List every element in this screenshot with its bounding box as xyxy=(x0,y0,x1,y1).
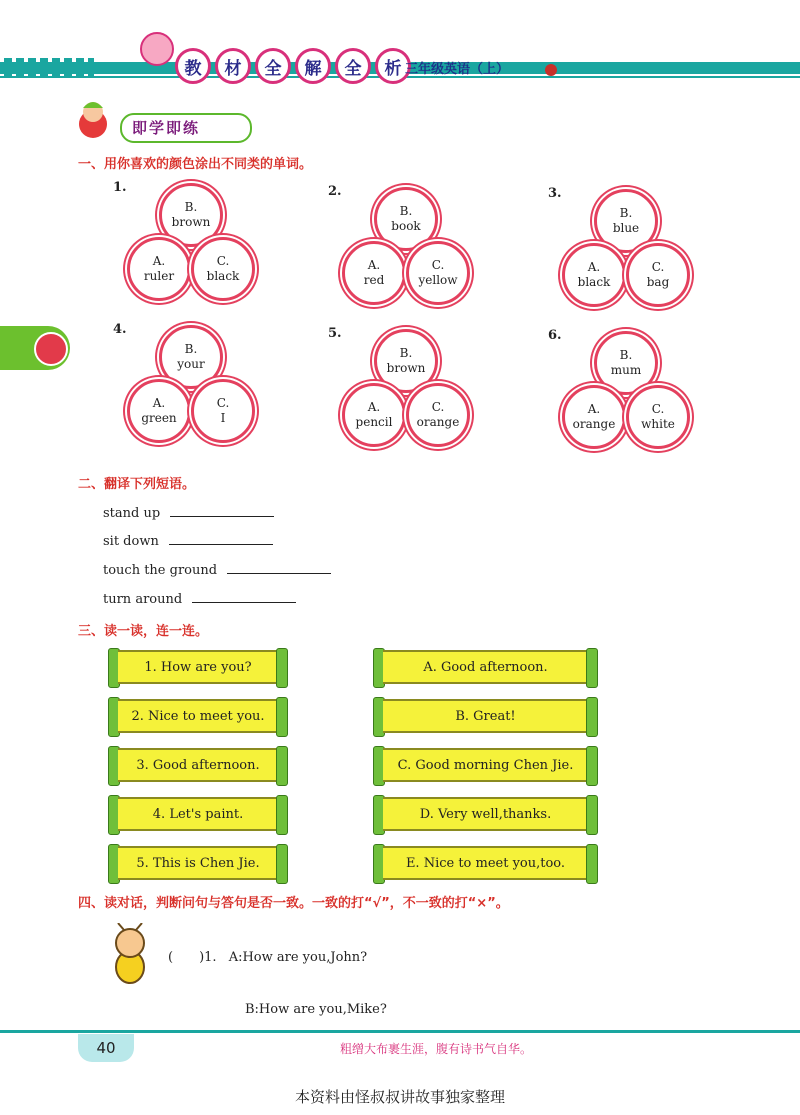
footer-motto: 粗缯大布裹生涯，腹有诗书气自华。 xyxy=(340,1042,533,1056)
phrase-row xyxy=(103,502,274,521)
scroll-text: D. Very well,thanks. xyxy=(383,797,588,831)
option-text: A. xyxy=(587,260,601,274)
header-dot-icon xyxy=(545,64,557,76)
option-text: C. xyxy=(651,260,665,274)
cartoon-face-icon xyxy=(34,332,68,366)
apple-girl-icon xyxy=(74,98,112,140)
option-text: C. xyxy=(216,254,230,268)
option-text: C. xyxy=(651,402,665,416)
book-subtitle: 三年级英语（上） xyxy=(405,62,510,77)
dialogue-1 xyxy=(168,946,367,965)
right-scroll-E[interactable] xyxy=(373,844,598,882)
item-number: 5. xyxy=(328,326,342,341)
option-text: B. xyxy=(619,206,633,220)
option-text: black xyxy=(206,269,240,283)
footer-line xyxy=(0,1030,800,1033)
section-title-text: 即学即练 xyxy=(132,119,201,137)
answer-bracket[interactable]: ( )1. xyxy=(168,950,217,965)
option-text: B. xyxy=(399,346,413,360)
option-text: I xyxy=(220,411,226,425)
left-scroll-5[interactable] xyxy=(108,844,288,882)
item-number: 2. xyxy=(328,184,342,199)
option-text: yellow xyxy=(418,273,458,287)
phrase-row xyxy=(103,588,296,607)
mascot-icon xyxy=(140,32,174,66)
option-text: A. xyxy=(152,254,166,268)
question-1-heading: 一、用你喜欢的颜色涂出不同类的单词。 xyxy=(78,157,313,172)
option-text: brown xyxy=(171,215,211,229)
phrase-text: turn around xyxy=(103,592,183,607)
flower-option-c[interactable] xyxy=(406,241,470,305)
bee-mascot-icon xyxy=(102,923,158,987)
answer-blank[interactable] xyxy=(227,559,331,574)
option-text: blue xyxy=(612,221,640,235)
title-char: 解 xyxy=(295,48,331,84)
phrase-text: touch the ground xyxy=(103,563,218,578)
option-text: B. xyxy=(399,204,413,218)
scroll-text: 2. Nice to meet you. xyxy=(118,699,278,733)
left-scroll-4[interactable] xyxy=(108,795,288,833)
phrase-text: sit down xyxy=(103,534,159,549)
option-text: orange xyxy=(572,417,616,431)
flower-option-c[interactable] xyxy=(191,237,255,301)
option-text: orange xyxy=(416,415,460,429)
title-char: 全 xyxy=(255,48,291,84)
flower-option-c[interactable] xyxy=(191,379,255,443)
scroll-text: C. Good morning Chen Jie. xyxy=(383,748,588,782)
option-text: A. xyxy=(367,258,381,272)
scroll-text: 1. How are you? xyxy=(118,650,278,684)
phrase-row xyxy=(103,559,331,578)
scroll-text: 3. Good afternoon. xyxy=(118,748,278,782)
right-scroll-D[interactable] xyxy=(373,795,598,833)
flower-option-a[interactable] xyxy=(127,379,191,443)
option-text: bag xyxy=(646,275,670,289)
question-3-heading: 三、读一读，连一连。 xyxy=(78,624,209,639)
left-scroll-1[interactable] xyxy=(108,648,288,686)
right-scroll-C[interactable] xyxy=(373,746,598,784)
flower-option-a[interactable] xyxy=(127,237,191,301)
flower-option-c[interactable] xyxy=(406,383,470,447)
option-text: pencil xyxy=(355,415,393,429)
option-text: your xyxy=(177,357,205,371)
option-text: C. xyxy=(431,258,445,272)
title-char: 材 xyxy=(215,48,251,84)
phrase-text: stand up xyxy=(103,506,161,521)
option-text: B. xyxy=(619,348,633,362)
option-text: A. xyxy=(367,400,381,414)
left-scroll-2[interactable] xyxy=(108,697,288,735)
phrase-row xyxy=(103,530,273,549)
scroll-text: B. Great! xyxy=(383,699,588,733)
option-text: green xyxy=(141,411,177,425)
question-2-heading: 二、翻译下列短语。 xyxy=(78,477,196,492)
right-scroll-A[interactable] xyxy=(373,648,598,686)
section-title xyxy=(120,113,252,143)
dialogue-line-a: A:How are you,John? xyxy=(228,950,368,965)
dialogue-line-b: B:How are you,Mike? xyxy=(245,1002,387,1017)
side-tab xyxy=(0,326,70,370)
title-char: 全 xyxy=(335,48,371,84)
scroll-text: 4. Let's paint. xyxy=(118,797,278,831)
option-text: A. xyxy=(587,402,601,416)
page-number: 40 xyxy=(78,1034,134,1062)
option-text: B. xyxy=(184,342,198,356)
right-scroll-B[interactable] xyxy=(373,697,598,735)
option-text: C. xyxy=(431,400,445,414)
left-scroll-3[interactable] xyxy=(108,746,288,784)
question-4-heading: 四、读对话，判断问句与答句是否一致。一致的打“√”，不一致的打“×”。 xyxy=(78,896,509,911)
item-number: 6. xyxy=(548,328,562,343)
answer-blank[interactable] xyxy=(192,588,296,603)
item-number: 1. xyxy=(113,180,127,195)
flower-option-a[interactable] xyxy=(342,241,406,305)
option-text: ruler xyxy=(143,269,175,283)
flower-option-c[interactable] xyxy=(626,243,690,307)
item-number: 4. xyxy=(113,322,127,337)
option-text: black xyxy=(577,275,611,289)
footer-credit: 本资料由怪叔叔讲故事独家整理 xyxy=(294,1088,505,1106)
scroll-text: E. Nice to meet you,too. xyxy=(383,846,588,880)
answer-blank[interactable] xyxy=(170,502,274,517)
answer-blank[interactable] xyxy=(169,530,273,545)
option-text: book xyxy=(391,219,421,233)
item-number: 3. xyxy=(548,186,562,201)
option-text: brown xyxy=(386,361,426,375)
option-text: white xyxy=(641,417,675,431)
title-char: 教 xyxy=(175,48,211,84)
option-text: C. xyxy=(216,396,230,410)
option-text: red xyxy=(363,273,385,287)
title-char: 析 xyxy=(375,48,411,84)
flower-option-a[interactable] xyxy=(342,383,406,447)
scroll-text: A. Good afternoon. xyxy=(383,650,588,684)
flower-option-c[interactable] xyxy=(626,385,690,449)
option-text: mum xyxy=(610,363,642,377)
option-text: A. xyxy=(152,396,166,410)
scroll-text: 5. This is Chen Jie. xyxy=(118,846,278,880)
flower-option-a[interactable] xyxy=(562,243,626,307)
flower-option-a[interactable] xyxy=(562,385,626,449)
option-text: B. xyxy=(184,200,198,214)
book-title xyxy=(175,48,411,84)
